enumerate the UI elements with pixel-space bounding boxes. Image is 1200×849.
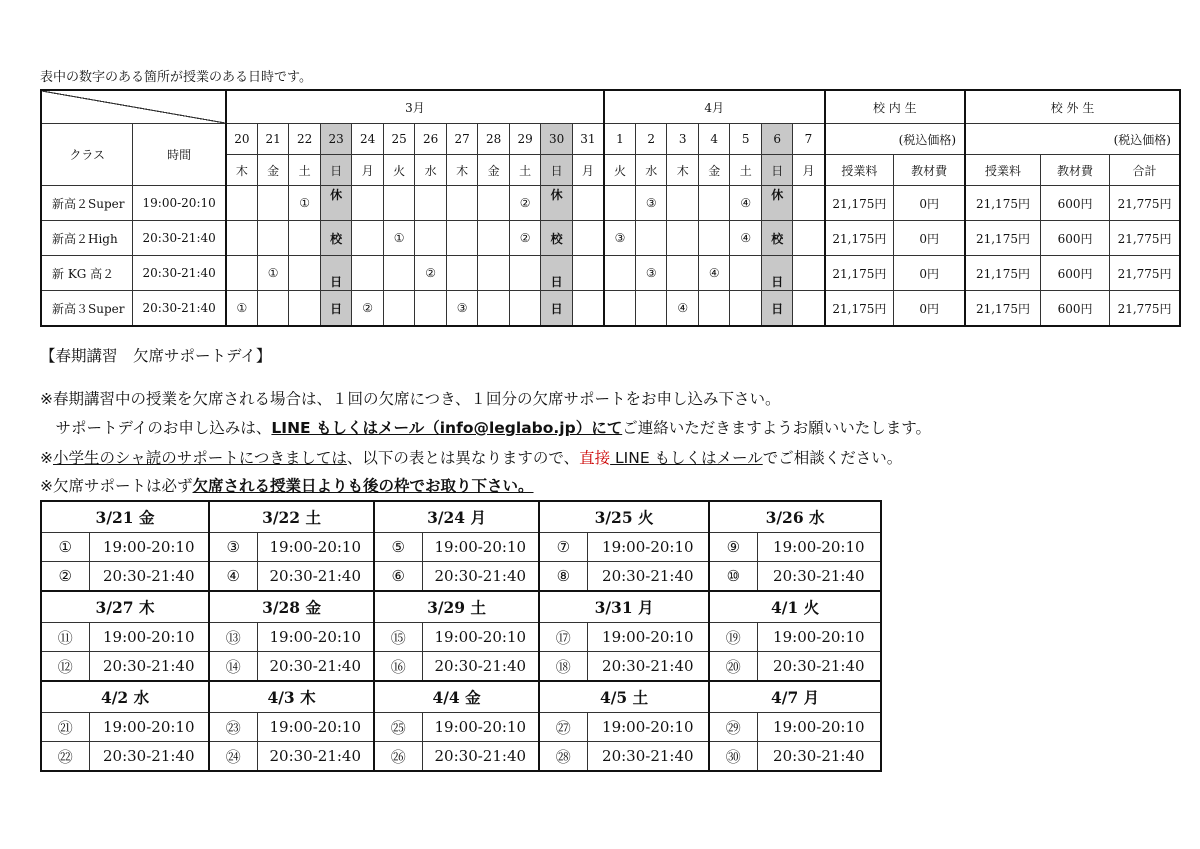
date-cell: 23 — [320, 124, 352, 155]
weekday-cell: 日 — [761, 155, 793, 186]
support-day-header: 4/4 金 — [374, 681, 539, 713]
support-slot-time: 19:00-20:10 — [257, 713, 374, 742]
support-slot-time: 19:00-20:10 — [89, 713, 209, 742]
lesson-mark — [352, 186, 384, 221]
support-day-header: 4/3 木 — [209, 681, 374, 713]
date-cell: 29 — [509, 124, 541, 155]
support-slot-number: ⑥ — [374, 562, 422, 592]
lesson-mark — [226, 256, 258, 291]
section-title: 【春期講習 欠席サポートデイ】 — [40, 347, 272, 365]
support-slot-time: 20:30-21:40 — [89, 652, 209, 682]
support-slot-time: 19:00-20:10 — [89, 533, 209, 562]
lesson-mark — [604, 291, 636, 327]
lesson-mark — [604, 186, 636, 221]
weekday-cell: 木 — [226, 155, 258, 186]
class-name: 新高３Super — [41, 291, 133, 327]
weekday-cell: 月 — [572, 155, 604, 186]
weekday-cell: 火 — [604, 155, 636, 186]
fee-value: 21,775円 — [1110, 291, 1180, 327]
lesson-mark: ② — [509, 221, 541, 256]
lesson-mark — [572, 221, 604, 256]
fee-value: 0円 — [894, 291, 965, 327]
weekday-cell: 金 — [478, 155, 510, 186]
class-time: 20:30-21:40 — [133, 291, 226, 327]
outschool-tax-note: (税込価格) — [965, 124, 1180, 155]
lesson-mark — [257, 291, 289, 327]
lesson-mark: ① — [257, 256, 289, 291]
date-cell: 25 — [383, 124, 415, 155]
support-slot-number: ⑭ — [209, 652, 257, 682]
support-slot-time: 20:30-21:40 — [422, 562, 539, 592]
date-cell: 27 — [446, 124, 478, 155]
lesson-mark — [572, 291, 604, 327]
inschool-label: 校 内 生 — [825, 90, 965, 124]
support-slot-time: 19:00-20:10 — [257, 623, 374, 652]
lesson-mark: ② — [352, 291, 384, 327]
lesson-mark — [793, 186, 825, 221]
lesson-mark: ① — [383, 221, 415, 256]
weekday-cell: 水 — [415, 155, 447, 186]
support-day-header: 3/22 土 — [209, 501, 374, 533]
support-day-header: 3/26 水 — [709, 501, 881, 533]
lesson-mark: ④ — [730, 221, 762, 256]
holiday-cell: 休 — [761, 186, 793, 221]
notice-line-3-direct: 直接 — [579, 449, 611, 467]
weekday-cell: 月 — [793, 155, 825, 186]
fee-value: 0円 — [894, 221, 965, 256]
support-slot-number: ⑬ — [209, 623, 257, 652]
notice-line-2-mail: メール（info@leglabo.jp）にて — [378, 419, 623, 437]
support-slot-number: ⑩ — [709, 562, 757, 592]
support-slot-number: ⑤ — [374, 533, 422, 562]
notice-line-2-text: サポートデイのお申し込みは、 — [40, 419, 272, 437]
support-day-header: 4/7 月 — [709, 681, 881, 713]
support-slot-number: ② — [41, 562, 89, 592]
weekday-cell: 土 — [730, 155, 762, 186]
fee-value: 21,175円 — [825, 221, 894, 256]
lesson-mark — [289, 291, 321, 327]
fee-header: 授業料 — [965, 155, 1040, 186]
holiday-cell: 休 — [320, 186, 352, 221]
header-diagonal-cell — [41, 90, 226, 124]
fee-value: 21,175円 — [825, 256, 894, 291]
support-day-header: 3/29 土 — [374, 591, 539, 623]
holiday-cell: 日 — [761, 291, 793, 327]
date-cell: 30 — [541, 124, 573, 155]
lesson-mark — [226, 186, 258, 221]
support-slot-time: 19:00-20:10 — [422, 533, 539, 562]
lesson-mark: ③ — [604, 221, 636, 256]
support-slot-time: 20:30-21:40 — [757, 652, 881, 682]
holiday-cell: 日 — [761, 256, 793, 291]
fee-value: 21,175円 — [825, 291, 894, 327]
support-slot-number: ⑱ — [539, 652, 587, 682]
class-name: 新高２Super — [41, 186, 133, 221]
lesson-mark — [509, 256, 541, 291]
lesson-mark — [257, 186, 289, 221]
lesson-mark: ④ — [698, 256, 730, 291]
lesson-mark — [572, 256, 604, 291]
notice-line-1: ※春期講習中の授業を欠席される場合は、１回の欠席につき、１回分の欠席サポートをお申し込み下さい。 — [40, 390, 781, 408]
support-slot-time: 19:00-20:10 — [257, 533, 374, 562]
support-day-header: 3/28 金 — [209, 591, 374, 623]
class-header: クラス — [41, 124, 133, 186]
lesson-mark — [698, 221, 730, 256]
holiday-cell: 日 — [320, 291, 352, 327]
lesson-mark — [635, 291, 667, 327]
support-slot-time: 20:30-21:40 — [587, 742, 709, 772]
support-slot-time: 19:00-20:10 — [422, 623, 539, 652]
lesson-mark — [667, 256, 699, 291]
notice-line-2 — [40, 416, 931, 438]
support-slot-time: 19:00-20:10 — [757, 623, 881, 652]
fee-value: 600円 — [1040, 186, 1109, 221]
date-cell: 26 — [415, 124, 447, 155]
lesson-mark — [698, 291, 730, 327]
lesson-mark — [289, 256, 321, 291]
lesson-mark — [635, 221, 667, 256]
notice-line-3-mid: 、以下の表とは異なりますので、 — [346, 449, 580, 467]
notice-line-4 — [40, 474, 534, 496]
support-slot-number: ⑮ — [374, 623, 422, 652]
fee-value: 21,775円 — [1110, 186, 1180, 221]
date-cell: 4 — [698, 124, 730, 155]
lesson-mark — [572, 186, 604, 221]
support-slot-time: 19:00-20:10 — [587, 713, 709, 742]
notice-line-2-line: LINE もしくは — [271, 419, 379, 437]
date-cell: 5 — [730, 124, 762, 155]
support-day-header: 3/31 月 — [539, 591, 709, 623]
support-slot-time: 20:30-21:40 — [257, 562, 374, 592]
lesson-mark — [352, 221, 384, 256]
date-cell: 20 — [226, 124, 258, 155]
support-slot-number: ⑪ — [41, 623, 89, 652]
lesson-mark: ③ — [446, 291, 478, 327]
lesson-mark — [257, 221, 289, 256]
notice-line-3-end: でご相談ください。 — [762, 449, 903, 467]
lesson-mark — [793, 291, 825, 327]
lesson-mark — [730, 291, 762, 327]
support-day-header: 3/21 金 — [41, 501, 209, 533]
support-slot-number: ㉘ — [539, 742, 587, 772]
lesson-mark — [415, 291, 447, 327]
lesson-mark: ④ — [667, 291, 699, 327]
lesson-mark — [604, 256, 636, 291]
outschool-label: 校 外 生 — [965, 90, 1180, 124]
support-slot-time: 19:00-20:10 — [89, 623, 209, 652]
lesson-mark — [446, 256, 478, 291]
support-day-header: 4/2 水 — [41, 681, 209, 713]
support-slot-time: 19:00-20:10 — [757, 713, 881, 742]
lesson-mark — [352, 256, 384, 291]
support-slot-number: ⑨ — [709, 533, 757, 562]
fee-header: 授業料 — [825, 155, 894, 186]
inschool-tax-note: (税込価格) — [825, 124, 965, 155]
fee-value: 600円 — [1040, 256, 1109, 291]
fee-value: 21,175円 — [965, 186, 1040, 221]
weekday-cell: 木 — [446, 155, 478, 186]
holiday-cell: 日 — [541, 256, 573, 291]
lesson-mark: ① — [289, 186, 321, 221]
support-slot-number: ⑯ — [374, 652, 422, 682]
fee-header: 合計 — [1110, 155, 1180, 186]
class-time: 20:30-21:40 — [133, 256, 226, 291]
lesson-mark — [478, 186, 510, 221]
support-day-header: 4/1 火 — [709, 591, 881, 623]
lesson-mark — [415, 221, 447, 256]
month-march: 3月 — [226, 90, 604, 124]
lesson-mark — [667, 186, 699, 221]
weekday-cell: 金 — [698, 155, 730, 186]
weekday-cell: 水 — [635, 155, 667, 186]
holiday-cell: 休 — [541, 186, 573, 221]
lesson-mark — [478, 256, 510, 291]
month-april: 4月 — [604, 90, 825, 124]
support-slot-time: 20:30-21:40 — [257, 652, 374, 682]
lesson-mark — [793, 256, 825, 291]
support-slot-number: ㉒ — [41, 742, 89, 772]
holiday-cell: 校 — [761, 221, 793, 256]
fee-value: 21,175円 — [825, 186, 894, 221]
holiday-cell: 校 — [541, 221, 573, 256]
date-cell: 6 — [761, 124, 793, 155]
fee-value: 0円 — [894, 256, 965, 291]
holiday-cell: 日 — [320, 256, 352, 291]
date-cell: 1 — [604, 124, 636, 155]
holiday-cell: 日 — [541, 291, 573, 327]
fee-value: 600円 — [1040, 221, 1109, 256]
support-slot-time: 20:30-21:40 — [89, 742, 209, 772]
support-slot-number: ㉙ — [709, 713, 757, 742]
weekday-cell: 土 — [509, 155, 541, 186]
fee-value: 21,175円 — [965, 256, 1040, 291]
fee-value: 21,175円 — [965, 291, 1040, 327]
date-cell: 21 — [257, 124, 289, 155]
lesson-mark — [478, 291, 510, 327]
lesson-mark: ② — [509, 186, 541, 221]
fee-value: 0円 — [894, 186, 965, 221]
support-slot-time: 19:00-20:10 — [587, 623, 709, 652]
weekday-cell: 月 — [352, 155, 384, 186]
lesson-mark — [446, 186, 478, 221]
date-cell: 2 — [635, 124, 667, 155]
support-slot-time: 20:30-21:40 — [587, 562, 709, 592]
support-slot-time: 19:00-20:10 — [587, 533, 709, 562]
support-slot-number: ⑦ — [539, 533, 587, 562]
support-slot-time: 19:00-20:10 — [422, 713, 539, 742]
time-header: 時間 — [133, 124, 226, 186]
support-slot-time: 20:30-21:40 — [757, 742, 881, 772]
support-day-header: 3/27 木 — [41, 591, 209, 623]
fee-header: 教材費 — [894, 155, 965, 186]
lesson-mark — [478, 221, 510, 256]
lesson-mark — [383, 291, 415, 327]
notice-line-3-mark: ※ — [40, 449, 53, 467]
lesson-mark — [667, 221, 699, 256]
class-time: 20:30-21:40 — [133, 221, 226, 256]
notice-line-3-contact: LINE もしくはメール — [610, 449, 763, 467]
date-cell: 3 — [667, 124, 699, 155]
intro-text: 表中の数字のある箇所が授業のある日時です。 — [40, 70, 312, 85]
weekday-cell: 日 — [541, 155, 573, 186]
lesson-mark — [289, 221, 321, 256]
lesson-mark — [383, 256, 415, 291]
support-slot-number: ㉖ — [374, 742, 422, 772]
fee-value: 21,175円 — [965, 221, 1040, 256]
support-slot-number: ㉕ — [374, 713, 422, 742]
holiday-cell: 校 — [320, 221, 352, 256]
support-slot-time: 20:30-21:40 — [422, 652, 539, 682]
support-slot-time: 20:30-21:40 — [422, 742, 539, 772]
support-slot-time: 19:00-20:10 — [757, 533, 881, 562]
lesson-mark: ② — [415, 256, 447, 291]
support-table — [40, 500, 882, 772]
fee-value: 21,775円 — [1110, 221, 1180, 256]
lesson-mark — [415, 186, 447, 221]
support-slot-number: ㉔ — [209, 742, 257, 772]
lesson-mark — [730, 256, 762, 291]
support-slot-number: ① — [41, 533, 89, 562]
weekday-cell: 金 — [257, 155, 289, 186]
date-cell: 24 — [352, 124, 384, 155]
date-cell: 31 — [572, 124, 604, 155]
support-slot-number: ⑳ — [709, 652, 757, 682]
support-slot-number: ㉗ — [539, 713, 587, 742]
lesson-mark — [226, 221, 258, 256]
date-cell: 22 — [289, 124, 321, 155]
notice-line-4-text: ※欠席サポートは必ず — [40, 477, 193, 495]
notice-line-3 — [40, 446, 902, 468]
lesson-mark — [698, 186, 730, 221]
support-slot-number: ③ — [209, 533, 257, 562]
support-slot-time: 20:30-21:40 — [757, 562, 881, 592]
lesson-mark — [446, 221, 478, 256]
fee-header: 教材費 — [1040, 155, 1109, 186]
support-day-header: 3/24 月 — [374, 501, 539, 533]
lesson-mark: ④ — [730, 186, 762, 221]
date-cell: 28 — [478, 124, 510, 155]
support-slot-number: ㉓ — [209, 713, 257, 742]
class-time: 19:00-20:10 — [133, 186, 226, 221]
weekday-cell: 火 — [383, 155, 415, 186]
lesson-mark — [509, 291, 541, 327]
lesson-mark: ③ — [635, 256, 667, 291]
schedule-table — [40, 89, 1181, 327]
support-slot-number: ⑧ — [539, 562, 587, 592]
support-slot-time: 20:30-21:40 — [89, 562, 209, 592]
lesson-mark — [793, 221, 825, 256]
class-name: 新 KG 高２ — [41, 256, 133, 291]
weekday-cell: 土 — [289, 155, 321, 186]
support-day-header: 4/5 土 — [539, 681, 709, 713]
support-slot-time: 20:30-21:40 — [587, 652, 709, 682]
date-cell: 7 — [793, 124, 825, 155]
lesson-mark: ③ — [635, 186, 667, 221]
support-slot-number: ⑲ — [709, 623, 757, 652]
notice-line-2-end: ご連絡いただきますようお願いいたします。 — [622, 419, 931, 437]
fee-value: 21,775円 — [1110, 256, 1180, 291]
notice-line-4-emph: 欠席される授業日よりも後の枠でお取り下さい。 — [192, 477, 534, 495]
weekday-cell: 日 — [320, 155, 352, 186]
support-slot-number: ④ — [209, 562, 257, 592]
weekday-cell: 木 — [667, 155, 699, 186]
lesson-mark: ① — [226, 291, 258, 327]
class-name: 新高２High — [41, 221, 133, 256]
notice-line-3-subject: 小学生のシャ読のサポートにつきましては — [53, 449, 347, 467]
support-slot-number: ⑰ — [539, 623, 587, 652]
support-slot-time: 20:30-21:40 — [257, 742, 374, 772]
lesson-mark — [383, 186, 415, 221]
support-slot-number: ㉚ — [709, 742, 757, 772]
fee-value: 600円 — [1040, 291, 1109, 327]
support-slot-number: ⑫ — [41, 652, 89, 682]
support-day-header: 3/25 火 — [539, 501, 709, 533]
support-slot-number: ㉑ — [41, 713, 89, 742]
